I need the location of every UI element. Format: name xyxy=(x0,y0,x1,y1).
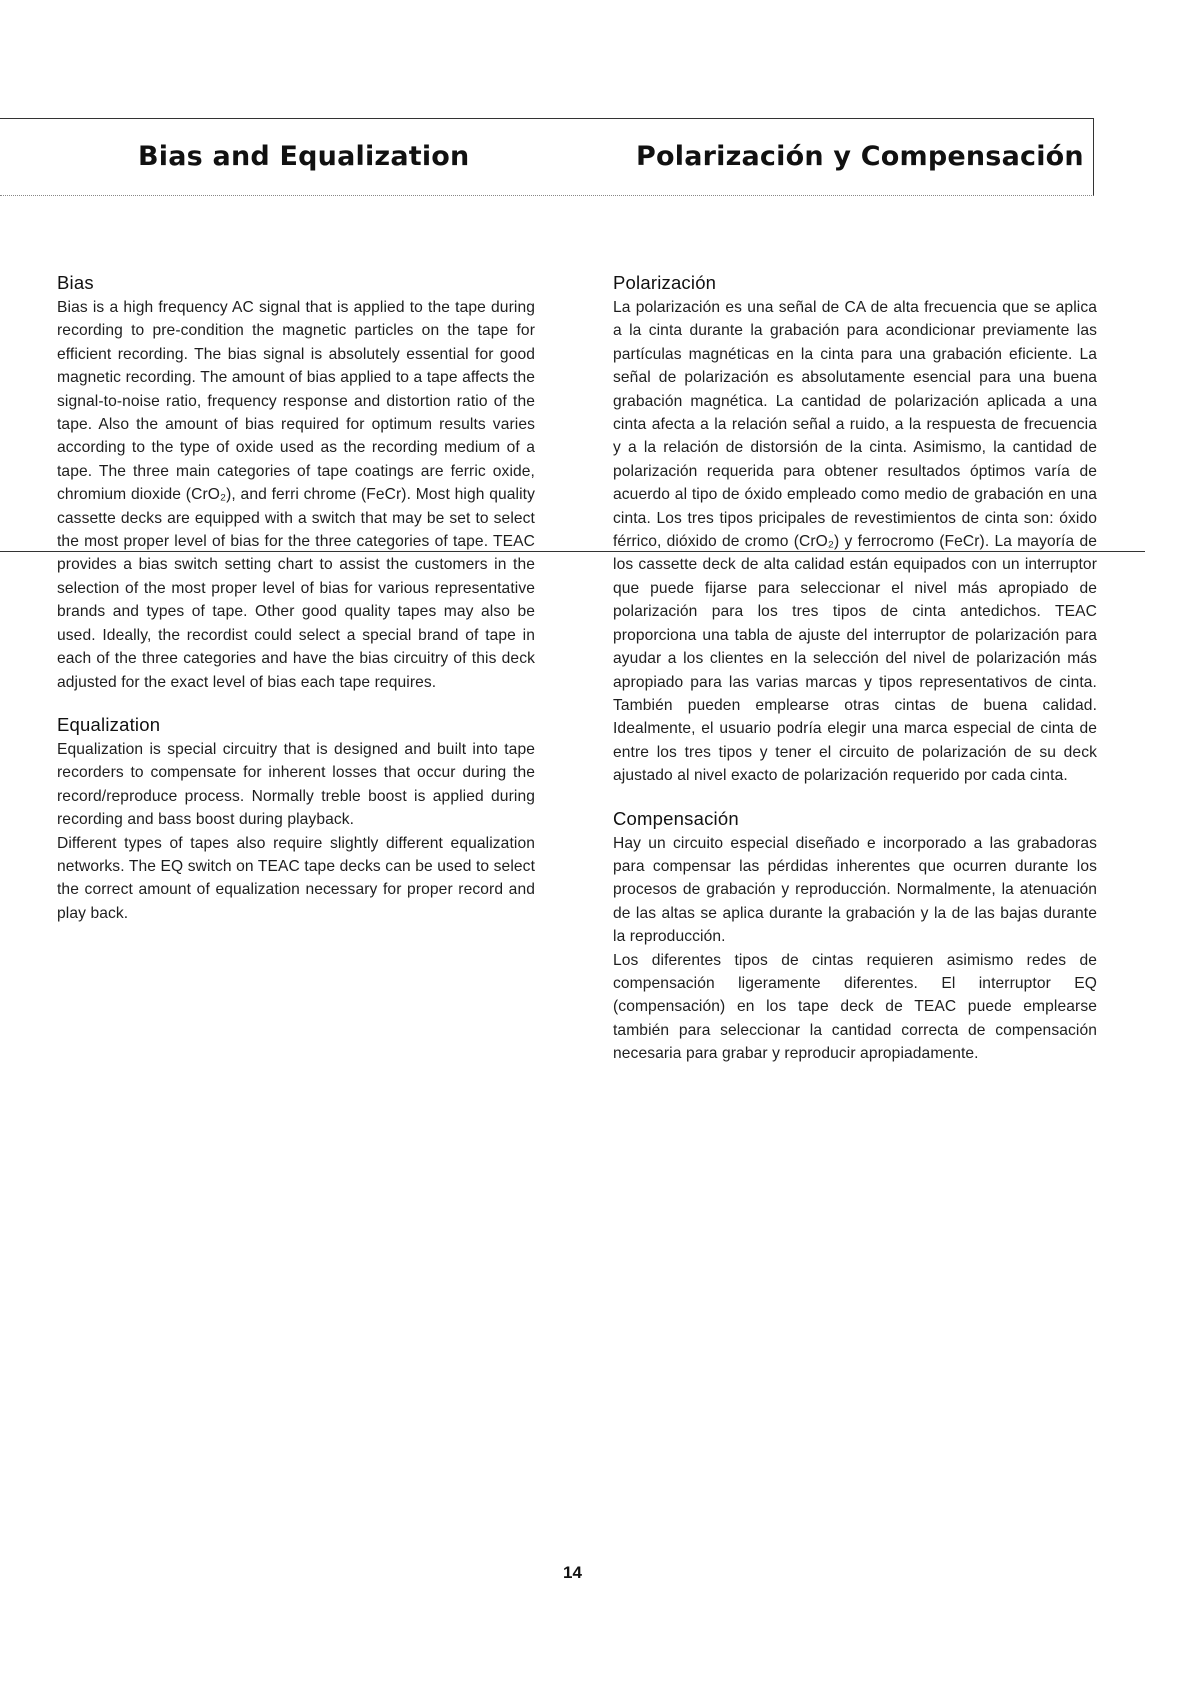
spacer xyxy=(57,694,535,714)
compensacion-body-2: Los diferentes tipos de cintas requieren asimismo redes de compensación ligeramente diferentes. El interruptor EQ (compensación) en los tape deck de TEAC puede emplearse también para seleccionar la cantidad correcta de compensación necesaria para grabar y reproducir apropiadamente. xyxy=(613,951,1097,1063)
polarizacion-body: La polarización es una señal de CA de alta frecuencia que se aplica a la cinta durante la grabación para acondicionar previamente las partículas magnéticas en la cinta para una grabación eficiente. La señal de polarización es absolutamente esencial para una buena grabación magnética. La cantidad de polarización aplicada a una cinta afecta a la relación señal a ruido, a la respuesta de frecuencia y a la relación de distorsión de la cinta. Asimismo, la cantidad de polarización requerida para obtener resultados óptimos varía de acuerdo al tipo de óxido empleado como medio de grabación en una cinta. Los tres tipos pricipales de revestimientos de cinta son: óxido férrico, dióxido de cromo (CrO₂) y ferrocromo (FeCr). La mayoría de los cassette deck de alta calidad están equipados con un interruptor que puede fijarse para seleccionar el nivel más apropiado de polarización para los tres tipos de cinta antedichos. TEAC proporciona una tabla de ajuste del interruptor de polarización para ayudar a los clientes en la selección del nivel de polarización más apropiado para las varias marcas y tipos representativos de cinta. También pueden emplearse otras cintas de buena calidad. Idealmente, el usuario podría elegir una marca especial de cinta de entre los tres tipos y tener el circuito de polarización de su deck ajustado al nivel exacto de polarización requerido por cada cinta. xyxy=(613,299,1097,785)
polarizacion-heading: Polarización xyxy=(613,272,717,293)
page-number: 14 xyxy=(563,1563,582,1582)
equalization-body-2: Different types of tapes also require slightly different equalization networks. The EQ switch on TEAC tape decks can be used to select the correct amount of equalization necessary for proper record and play back. xyxy=(57,834,535,922)
header-title-spanish: Polarización y Compensación xyxy=(636,141,1084,172)
compensacion-body-1: Hay un circuito especial diseñado e incorporado a las grabadoras para compensar las pérdidas inherentes que ocurren durante los procesos de grabación y reproducción. Normalmente, la atenuación de las altas se aplica durante la grabación y la de las bajas durante la reproducción. xyxy=(613,834,1097,946)
spanish-column xyxy=(613,272,1097,1066)
english-column xyxy=(57,272,535,925)
header-title-english: Bias and Equalization xyxy=(138,141,470,172)
spacer xyxy=(613,788,1097,808)
compensacion-heading: Compensación xyxy=(613,807,739,829)
equalization-body-1: Equalization is special circuitry that is designed and built into tape recorders to compensate for inherent losses that occur during the record/reproduce process. Normally treble boost is applied during recording and bass boost during playback. xyxy=(57,740,535,829)
equalization-heading: Equalization xyxy=(57,713,161,735)
bias-heading: Bias xyxy=(57,272,94,293)
bias-body: Bias is a high frequency AC signal that is applied to the tape during recording to pre-condition the magnetic particles on the tape for efficient recording. The bias signal is absolutely essential for good magnetic recording. The amount of bias applied to a tape affects the signal-to-noise ratio, frequency response and distortion ratio of the tape. Also the amount of bias required for optimum results varies according to the type of oxide used as the recording medium of a tape. The three main categories of tape coatings are ferric oxide, chromium dioxide (CrO₂), and ferri chrome (FeCr). Most high quality cassette decks are equipped with a switch that may be set to select the most proper level of bias for the three categories of tape. TEAC provides a bias switch setting chart to assist the customers in the selection of the most proper level of bias for various representative brands and types of tape. Other good quality tapes may also be used. Ideally, the recordist could select a special brand of tape in each of the three categories and have the bias circuitry of this deck adjusted for the exact level of bias each tape requires. xyxy=(57,299,535,691)
page-header xyxy=(0,118,1094,196)
